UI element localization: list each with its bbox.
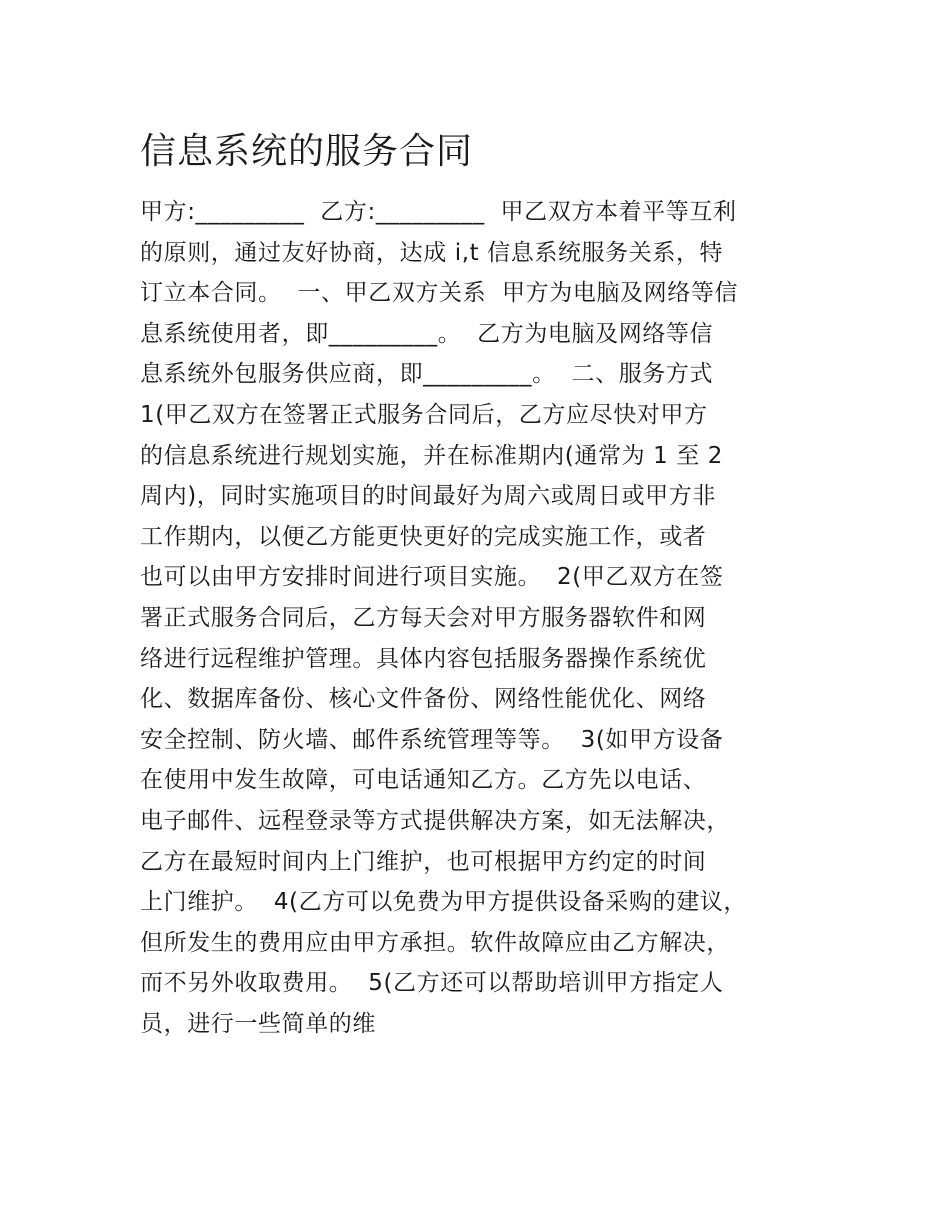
text-line: 甲方:_________ 乙方:_________ 甲乙双方本着平等互利 xyxy=(140,199,737,225)
document-title: 信息系统的服务合同 xyxy=(140,131,474,172)
text-line: 安全控制、防火墙、邮件系统管理等等。 3(如甲方设备 xyxy=(140,726,724,753)
text-line: 而不另外收取费用。 5(乙方还可以帮助培训甲方指定人 xyxy=(140,970,724,997)
text-line: 乙方在最短时间内上门维护，也可根据甲方约定的时间 xyxy=(140,848,707,875)
text-line: 但所发生的费用应由甲方承担。软件故障应由乙方解决， xyxy=(140,929,730,956)
text-line: 电子邮件、远程登录等方式提供解决方案，如无法解决， xyxy=(140,807,730,834)
text-line: 员，进行一些简单的维 xyxy=(140,1010,376,1037)
text-line: 也可以由甲方安排时间进行项目实施。 2(甲乙双方在签 xyxy=(140,564,724,591)
text-line: 的原则，通过友好协商，达成 i,t 信息系统服务关系，特 xyxy=(140,239,724,266)
text-line: 息系统使用者，即_________。 乙方为电脑及网络等信 xyxy=(140,320,714,347)
text-line: 工作期内，以便乙方能更快更好的完成实施工作，或者 xyxy=(140,523,707,550)
text-line: 订立本合同。 一、甲乙双方关系 甲方为电脑及网络等信 xyxy=(140,280,739,307)
text-line: 络进行远程维护管理。具体内容包括服务器操作系统优 xyxy=(140,645,707,672)
text-line: 1(甲乙双方在签署正式服务合同后，乙方应尽快对甲方 xyxy=(140,401,708,428)
text-line: 化、数据库备份、核心文件备份、网络性能优化、网络 xyxy=(140,686,707,713)
text-line: 上门维护。 4(乙方可以免费为甲方提供设备采购的建议， xyxy=(140,889,748,916)
text-line: 周内)，同时实施项目的时间最好为周六或周日或甲方非 xyxy=(140,483,716,510)
text-line: 在使用中发生故障，可电话通知乙方。乙方先以电话、 xyxy=(140,767,707,794)
document-page xyxy=(140,120,830,1044)
text-line: 署正式服务合同后，乙方每天会对甲方服务器软件和网 xyxy=(140,604,707,631)
text-line: 的信息系统进行规划实施，并在标准期内(通常为 1 至 2 xyxy=(140,442,723,469)
contract-body xyxy=(140,192,830,1044)
text-line: 息系统外包服务供应商，即_________。 二、服务方式 xyxy=(140,361,714,388)
